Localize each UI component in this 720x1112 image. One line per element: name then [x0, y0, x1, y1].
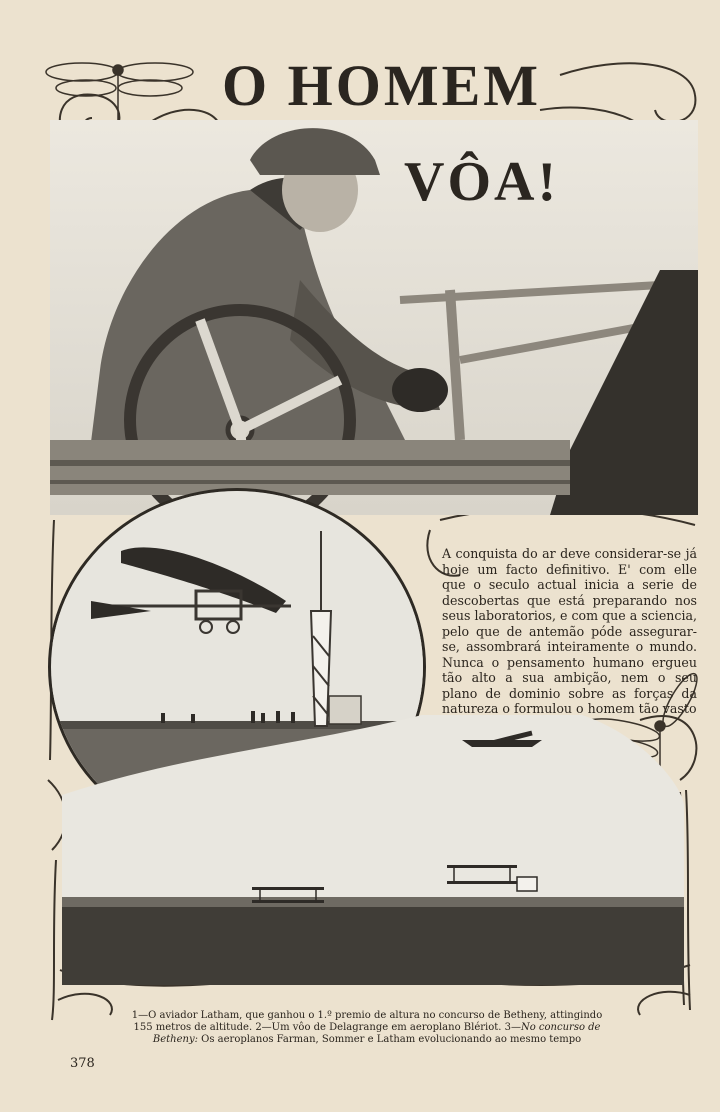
page-number: 378 [70, 1056, 95, 1071]
photo-caption [128, 1010, 606, 1046]
caption-part3: Os aeroplanos Farman, Sommer e Latham evolucionando ao mesmo tempo [197, 1034, 582, 1045]
photo-aviator-latham [50, 120, 698, 515]
article-text: A conquista do ar deve considerar-se já hoje um facto definitivo. E' com elle que o seculo actual inicia a serie de descobertas que está preparando nos seus laboratorios, e com que a sciencia, pelo que de antemão póde assegurar-se, assombrará inteiramente o mundo. Nunca o pensamento humano ergueu tão alto a sua ambição, nem o seu plano de dominio sobre as forças da natureza o formulou o homem tão vasto [442, 546, 697, 716]
page-title-line2: VÔA! [404, 151, 560, 213]
page-title-line1: O HOMEM [222, 53, 542, 118]
caption-part1: 1—O aviador Latham, que ganhou o 1.º premio de altura no concurso de Betheny, attingindo 155 metros de altitude. 2—Um vôo de Delagrange em aeroplano Blériot. 3— [131, 1010, 603, 1033]
photo-betheny-biplanes [62, 705, 684, 985]
caption-part2: No concurso de Betheny: [152, 1022, 601, 1045]
